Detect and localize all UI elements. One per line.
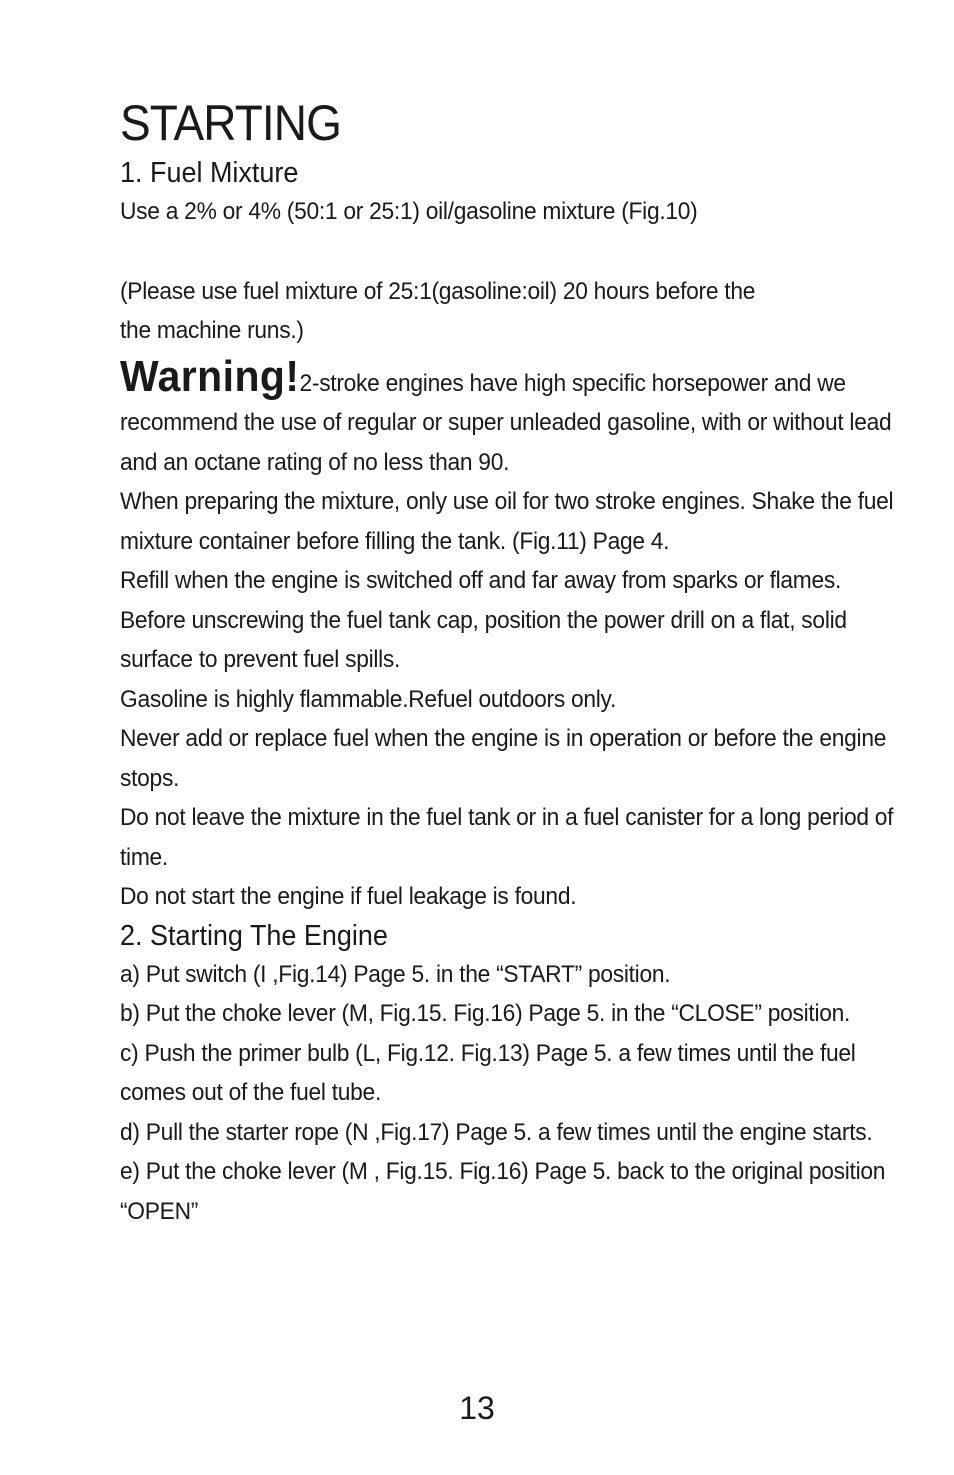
spacer [120, 232, 910, 272]
fuel-paragraph: Do not start the engine if fuel leakage is found. [120, 883, 577, 910]
fuel-paragraph: Never add or replace fuel when the engine is in operation or before the engine stops. [120, 725, 887, 792]
start-step: e) Put the choke lever (M , Fig.15. Fig.16) Page 5. back to the original position “OPEN” [120, 1158, 886, 1225]
start-step: c) Push the primer bulb (L, Fig.12. Fig.13) Page 5. a few times until the fuel comes out of the fuel tube. [120, 1039, 856, 1106]
section-heading-fuel-mixture: 1. Fuel Mixture [120, 157, 299, 189]
page-number: 13 [459, 1390, 495, 1426]
fuel-paragraph: Do not leave the mixture in the fuel tank or in a fuel canister for a long period of time. [120, 804, 894, 871]
warning-text: 2-stroke engines have high specific horsepower and we recommend the use of regular or super unleaded gasoline, with or without lead and an octane rating of no less than 90. [120, 369, 892, 476]
start-step: a) Put switch (I ,Fig.14) Page 5. in the “START” position. [120, 960, 671, 988]
page-title: STARTING [120, 95, 341, 151]
fuel-paragraph: Refill when the engine is switched off and far away from sparks or flames. [120, 567, 842, 594]
manual-page [120, 92, 910, 1231]
warning-label: Warning! [120, 351, 300, 401]
fuel-paragraph: When preparing the mixture, only use oil for two stroke engines. Shake the fuel mixture container before filling the tank. (Fig.11) Page 4. [120, 488, 894, 555]
mixture-note-line-2: the machine runs.) [120, 317, 304, 344]
mixture-note-line-1: (Please use fuel mixture of 25:1(gasoline:oil) 20 hours before the [120, 277, 756, 305]
start-step: b) Put the choke lever (M, Fig.15. Fig.16) Page 5. in the “CLOSE” position. [120, 1000, 851, 1027]
section-heading-starting-engine: 2. Starting The Engine [120, 919, 388, 952]
start-step: d) Pull the starter rope (N ,Fig.17) Page 5. a few times until the engine starts. [120, 1118, 873, 1146]
mixture-instruction: Use a 2% or 4% (50:1 or 25:1) oil/gasoline mixture (Fig.10) [120, 198, 698, 225]
fuel-paragraph: Gasoline is highly flammable.Refuel outdoors only. [120, 685, 617, 713]
fuel-paragraph: Before unscrewing the fuel tank cap, position the power drill on a flat, solid surface to prevent fuel spills. [120, 606, 847, 673]
warning-paragraph [120, 351, 911, 483]
